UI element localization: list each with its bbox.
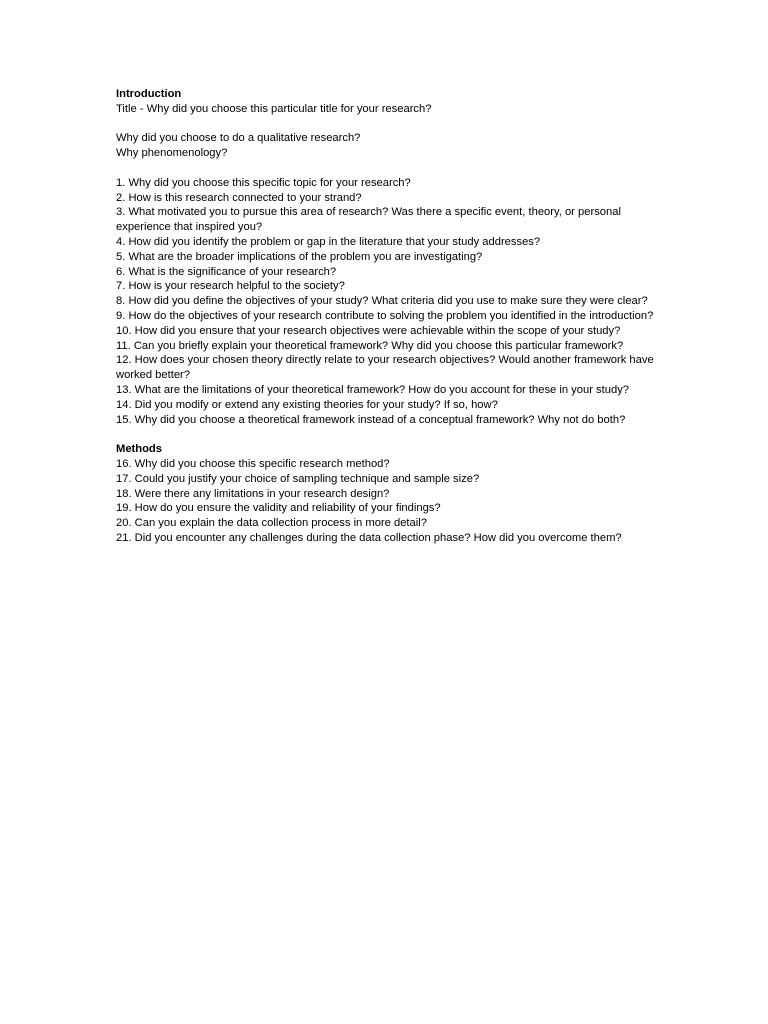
question-item: 20. Can you explain the data collection process in more detail?	[116, 517, 427, 530]
introduction-question-list	[116, 176, 661, 428]
methods-question-list	[116, 457, 661, 546]
question-item: 19. How do you ensure the validity and reliability of your findings?	[116, 502, 441, 515]
question-item: 13. What are the limitations of your theoretical framework? How do you account for these in your study?	[116, 383, 630, 396]
question-item: 9. How do the objectives of your research contribute to solving the problem you identified in the introduction?	[116, 309, 654, 322]
question-item: 10. How did you ensure that your research objectives were achievable within the scope of your study?	[116, 324, 621, 337]
spacer	[116, 161, 661, 176]
qualitative-question: Why did you choose to do a qualitative research?	[116, 132, 361, 145]
question-item: 11. Can you briefly explain your theoretical framework? Why did you choose this particular framework?	[116, 339, 624, 352]
question-item: 4. How did you identify the problem or gap in the literature that your study addresses?	[116, 235, 541, 248]
question-item: 8. How did you define the objectives of your study? What criteria did you use to make sure they were clear?	[116, 295, 648, 308]
question-item: 17. Could you justify your choice of sampling technique and sample size?	[116, 472, 480, 485]
question-item: 3. What motivated you to pursue this area of research? Was there a specific event, theory, or personal experience that inspired you?	[116, 206, 621, 234]
question-item: 5. What are the broader implications of the problem you are investigating?	[116, 250, 483, 263]
question-item: 2. How is this research connected to your strand?	[116, 191, 362, 204]
title-question: Title - Why did you choose this particular title for your research?	[116, 102, 432, 115]
spacer	[116, 427, 661, 442]
methods-heading: Methods	[116, 443, 162, 456]
question-item: 1. Why did you choose this specific topic for your research?	[116, 176, 411, 189]
question-item: 15. Why did you choose a theoretical framework instead of a conceptual framework? Why not do both?	[116, 413, 626, 426]
question-item: 21. Did you encounter any challenges during the data collection phase? How did you overcome them?	[116, 531, 622, 544]
question-item: 16. Why did you choose this specific research method?	[116, 457, 390, 470]
question-item: 18. Were there any limitations in your research design?	[116, 487, 390, 500]
introduction-heading: Introduction	[116, 88, 182, 100]
question-item: 14. Did you modify or extend any existing theories for your study? If so, how?	[116, 398, 498, 411]
question-item: 6. What is the significance of your research?	[116, 265, 337, 278]
document-page	[116, 87, 661, 546]
question-item: 12. How does your chosen theory directly relate to your research objectives? Would another framework have worked better?	[116, 354, 654, 382]
phenomenology-question: Why phenomenology?	[116, 147, 228, 160]
spacer	[116, 117, 661, 132]
question-item: 7. How is your research helpful to the society?	[116, 280, 345, 293]
